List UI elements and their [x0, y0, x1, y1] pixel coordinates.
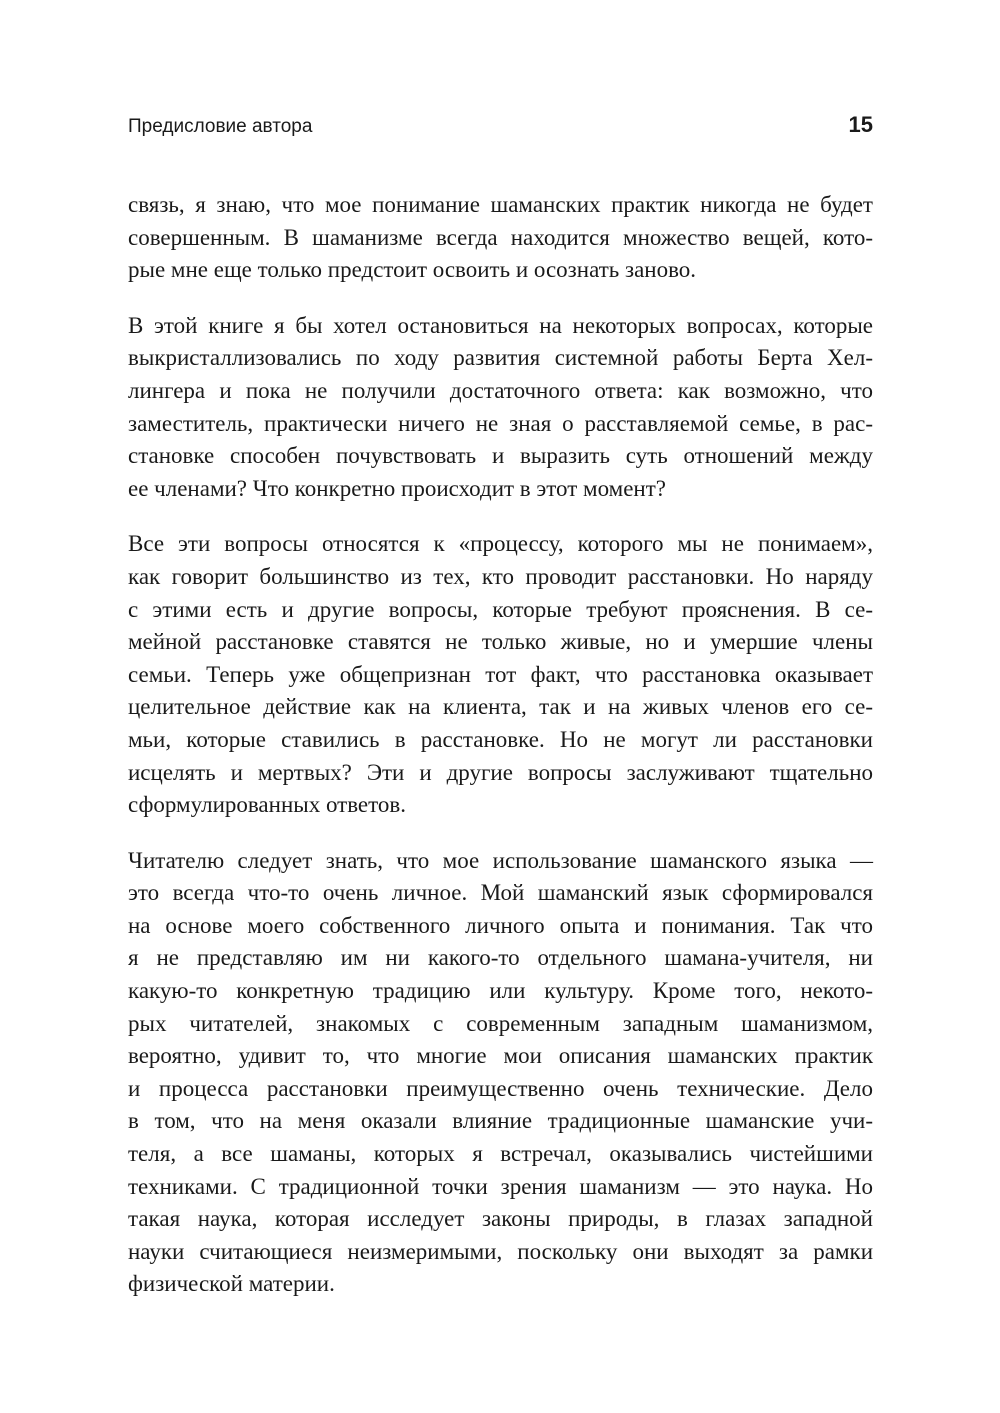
text-line: совершенным. В шаманизме всегда находится множество вещей, кото- [128, 224, 873, 250]
text-line: выкристаллизовались по ходу развития системной работы Берта Хел- [128, 345, 873, 371]
text-line: на основе моего собственного личного опыта и понимания. Так что [128, 912, 873, 938]
text-line: сформулированных ответов. [128, 792, 406, 818]
text-line: как говорит большинство из тех, кто проводит расстановки. Но наряду [128, 563, 873, 589]
text-line: становке способен почувствовать и выразить суть отношений между [128, 443, 873, 469]
text-line: мейной расстановке ставятся не только живые, но и умершие члены [128, 629, 873, 655]
text-line: семьи. Теперь уже общепризнан тот факт, что расстановка оказывает [128, 661, 873, 687]
text-line: рые мне еще только предстоит освоить и осознать заново. [128, 257, 697, 283]
text-line: и процесса расстановки преимущественно очень технические. Дело [128, 1075, 873, 1101]
body-text [128, 189, 873, 1324]
text-line: Читателю следует знать, что мое использование шаманского языка — [128, 847, 873, 873]
text-line: физической материи. [128, 1271, 335, 1297]
text-line: в том, что на меня оказали влияние традиционные шаманские учи- [128, 1108, 873, 1134]
text-line: исцелять и мертвых? Эти и другие вопросы заслуживают тщательно [128, 759, 873, 785]
text-line: заместитель, практически ничего не зная о расставляемой семье, в рас- [128, 410, 873, 436]
text-line: рых читателей, знакомых с современным западным шаманизмом, [128, 1010, 873, 1036]
text-line: такая наука, которая исследует законы природы, в глазах западной [128, 1206, 873, 1232]
running-title: Предисловие автора [128, 116, 313, 137]
paragraph [128, 845, 873, 1301]
text-line: В этой книге я бы хотел остановиться на некоторых вопросах, которые [128, 312, 873, 338]
text-line: техниками. С традиционной точки зрения шаманизм — это наука. Но [128, 1173, 873, 1199]
text-line: ее членами? Что конкретно происходит в этот момент? [128, 475, 666, 501]
text-line: науки считающиеся неизмеримыми, поскольку они выходят за рамки [128, 1238, 873, 1264]
text-line: связь, я знаю, что мое понимание шаманских практик никогда не будет [128, 192, 873, 217]
text-line: вероятно, удивит то, что многие мои описания шаманских практик [128, 1043, 873, 1069]
text-line: лингера и пока не получили достаточного ответа: как возможно, что [128, 377, 873, 403]
page-number: 15 [848, 112, 873, 137]
text-line: теля, а все шаманы, которых я встречал, оказывались чистейшими [128, 1141, 873, 1167]
paragraph [128, 528, 873, 821]
text-line: какую-то конкретную традицию или культуру. Кроме того, некото- [128, 978, 873, 1004]
text-line: это всегда что-то очень личное. Мой шаманский язык сформировался [128, 880, 873, 906]
paragraph [128, 310, 873, 506]
text-line: мьи, которые ставились в расстановке. Но не могут ли расстановки [128, 726, 873, 752]
paragraph [128, 189, 873, 287]
text-line: с этими есть и другие вопросы, которые требуют прояснения. В се- [128, 596, 873, 622]
text-line: я не представляю им ни какого-то отдельного шамана-учителя, ни [128, 945, 873, 971]
text-line: целительное действие как на клиента, так и на живых членов его се- [128, 694, 873, 720]
running-head [128, 112, 873, 142]
text-line: Все эти вопросы относятся к «процессу, которого мы не понимаем», [128, 531, 873, 557]
